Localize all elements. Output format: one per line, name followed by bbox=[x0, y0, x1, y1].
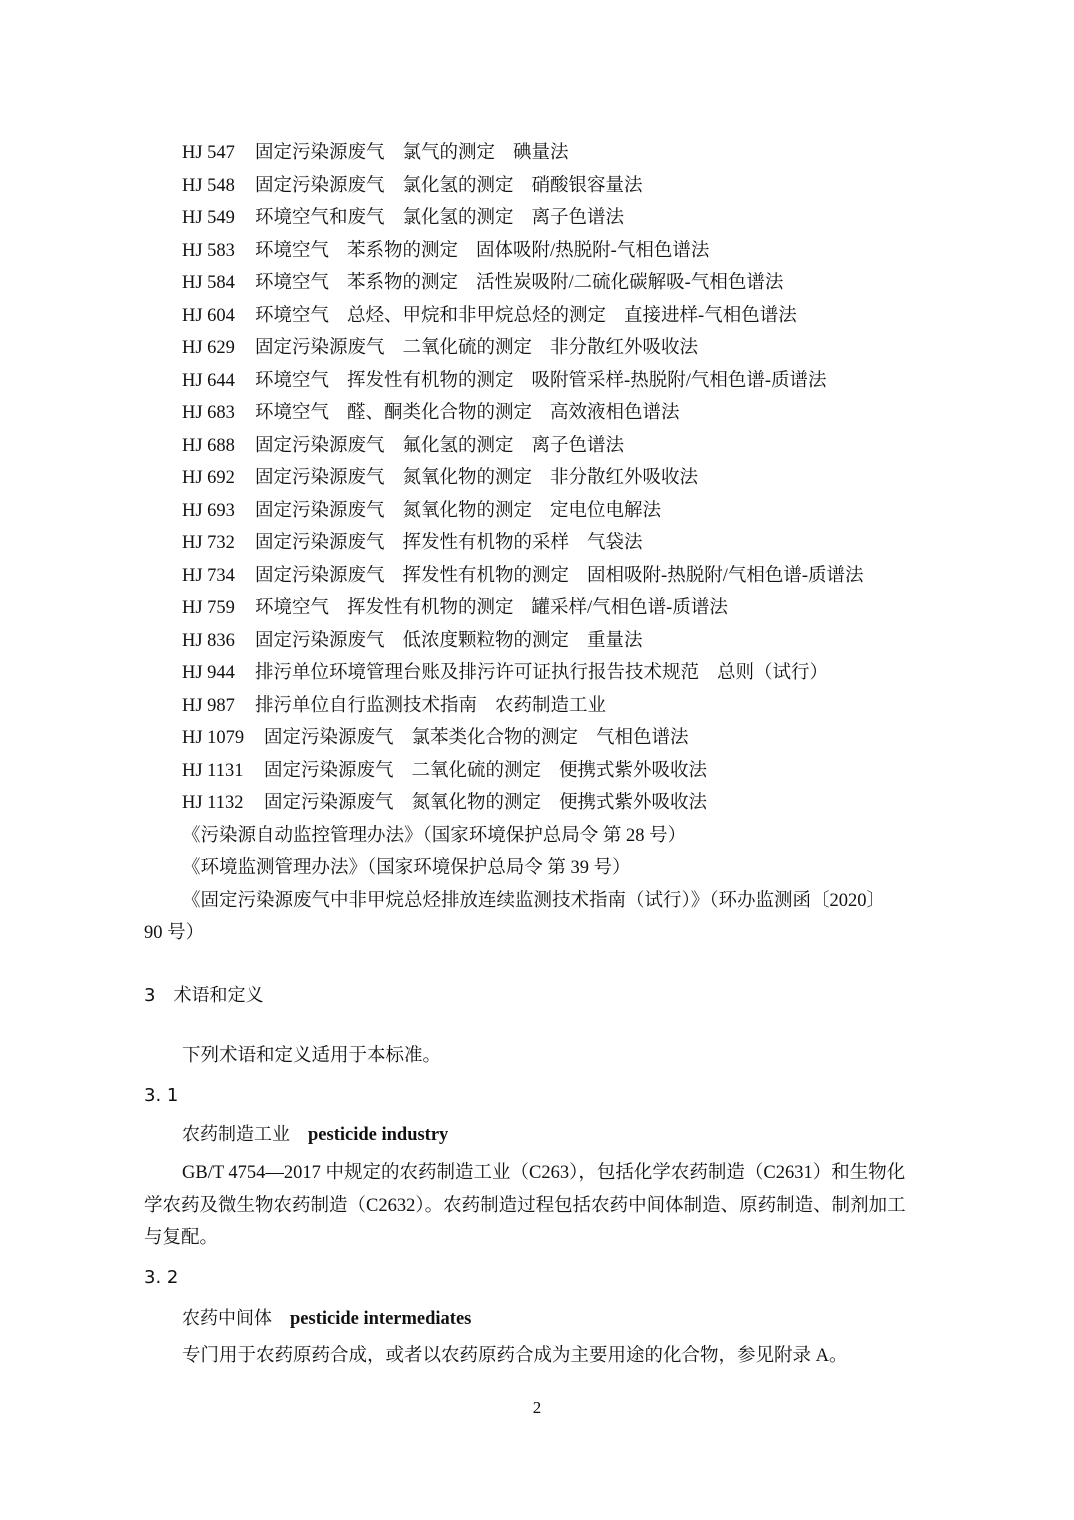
section-intro: 下列术语和定义适用于本标准。 bbox=[182, 1046, 442, 1066]
reference-code: HJ 548 bbox=[182, 175, 235, 196]
reference-title bbox=[255, 397, 680, 430]
reference-code: HJ 683 bbox=[182, 403, 235, 423]
reference-title-part: 环境空气 bbox=[255, 598, 330, 618]
term-definition-line2: 学农药及微生物农药制造（C2632）。农药制造过程包括农药中间体制造、原药制造、制剂加工 bbox=[144, 1196, 906, 1216]
reference-title-part: 苯系物的测定 bbox=[347, 273, 459, 293]
reference-title-part: 固定污染源废气 bbox=[255, 435, 385, 456]
reference-title-part: 非分散红外吸收法 bbox=[550, 338, 699, 358]
term-definition-line3: 与复配。 bbox=[144, 1228, 219, 1248]
reference-code: HJ 584 bbox=[182, 273, 235, 293]
term-en: pesticide industry bbox=[308, 1125, 449, 1145]
reference-code: HJ 629 bbox=[182, 338, 235, 358]
reference-code: HJ 644 bbox=[182, 370, 235, 391]
reference-title-part: 总烃、甲烷和非甲烷总烃的测定 bbox=[347, 305, 607, 326]
reference-list bbox=[0, 137, 1074, 820]
reference-title bbox=[255, 657, 828, 690]
reference-code: HJ 1131 bbox=[182, 760, 244, 781]
regulation-item: 《污染源自动监控管理办法》（国家环境保护总局令 第 28 号） bbox=[182, 826, 687, 846]
reference-code: HJ 604 bbox=[182, 305, 235, 326]
reference-code: HJ 547 bbox=[182, 143, 235, 163]
reference-title bbox=[255, 625, 643, 658]
reference-title-part: 农药制造工业 bbox=[495, 695, 607, 716]
reference-title-part: 固定污染源废气 bbox=[264, 728, 394, 748]
reference-code: HJ 692 bbox=[182, 468, 235, 488]
reference-title bbox=[264, 787, 707, 820]
reference-title-part: 固定污染源废气 bbox=[255, 338, 385, 358]
page-number: 2 bbox=[532, 1398, 542, 1417]
reference-title-part: 固定污染源废气 bbox=[264, 760, 394, 781]
reference-item bbox=[0, 722, 1074, 755]
reference-title-part: 碘量法 bbox=[513, 143, 569, 163]
reference-title-part: 固相吸附-热脱附/气相色谱-质谱法 bbox=[587, 565, 864, 586]
reference-title-part: 活性炭吸附/二硫化碳解吸-气相色谱法 bbox=[476, 273, 784, 293]
reference-title bbox=[264, 722, 689, 755]
term-en: pesticide intermediates bbox=[290, 1309, 472, 1329]
reference-title-part: 高效液相色谱法 bbox=[550, 403, 680, 423]
reference-item bbox=[0, 462, 1074, 495]
reference-title-part: 二氧化硫的测定 bbox=[411, 760, 542, 781]
reference-title-part: 挥发性有机物的测定 bbox=[347, 370, 514, 391]
reference-code: HJ 732 bbox=[182, 533, 235, 553]
reference-title-part: 固定污染源废气 bbox=[255, 143, 385, 163]
reference-item bbox=[0, 592, 1074, 625]
reference-title-part: 苯系物的测定 bbox=[347, 240, 459, 261]
reference-item bbox=[0, 560, 1074, 593]
reference-item bbox=[0, 495, 1074, 528]
reference-title-part: 挥发性有机物的测定 bbox=[347, 598, 514, 618]
reference-title-part: 非分散红外吸收法 bbox=[550, 468, 699, 488]
reference-title-part: 排污单位环境管理台账及排污许可证执行报告技术规范 bbox=[255, 663, 700, 683]
reference-title-part: 氮氧化物的测定 bbox=[402, 500, 533, 521]
reference-item bbox=[0, 690, 1074, 723]
reference-title-part: 挥发性有机物的采样 bbox=[402, 533, 570, 553]
reference-item bbox=[0, 365, 1074, 398]
reference-item bbox=[0, 397, 1074, 430]
reference-title-part: 固体吸附/热脱附-气相色谱法 bbox=[476, 240, 710, 261]
reference-title-part: 总则（试行） bbox=[717, 663, 829, 683]
reference-title-part: 环境空气 bbox=[255, 305, 330, 326]
reference-title-part: 环境空气 bbox=[255, 240, 330, 261]
reference-item bbox=[0, 657, 1074, 690]
reference-title bbox=[255, 690, 606, 723]
reference-title-part: 离子色谱法 bbox=[531, 435, 625, 456]
reference-code: HJ 1132 bbox=[182, 793, 244, 813]
reference-title-part: 便携式紫外吸收法 bbox=[559, 760, 708, 781]
reference-title-part: 吸附管采样-热脱附/气相色谱-质谱法 bbox=[531, 370, 827, 391]
reference-item bbox=[0, 625, 1074, 658]
reference-code: HJ 987 bbox=[182, 695, 235, 716]
reference-title-part: 低浓度颗粒物的测定 bbox=[402, 630, 570, 651]
reference-title-part: 二氧化硫的测定 bbox=[402, 338, 533, 358]
reference-title bbox=[255, 430, 624, 463]
reference-title-part: 固定污染源废气 bbox=[255, 500, 385, 521]
reference-title-part: 环境空气和废气 bbox=[255, 208, 385, 228]
reference-title bbox=[255, 495, 661, 528]
reference-title-part: 氯苯类化合物的测定 bbox=[411, 728, 579, 748]
reference-title-part: 氯化氢的测定 bbox=[402, 175, 514, 196]
reference-title-part: 环境空气 bbox=[255, 370, 330, 391]
regulation-item-line2: 90 号） bbox=[144, 923, 205, 943]
reference-title bbox=[255, 170, 643, 203]
reference-title-part: 离子色谱法 bbox=[531, 208, 625, 228]
reference-title-part: 固定污染源废气 bbox=[255, 175, 385, 196]
reference-title-part: 罐采样/气相色谱-质谱法 bbox=[531, 598, 728, 618]
reference-title-part: 气相色谱法 bbox=[596, 728, 689, 748]
term-definition-line1: GB/T 4754—2017 中规定的农药制造工业（C263），包括化学农药制造（C2631）和生物化 bbox=[182, 1163, 906, 1183]
reference-code: HJ 583 bbox=[182, 240, 235, 261]
reference-code: HJ 734 bbox=[182, 565, 235, 586]
reference-title bbox=[255, 592, 728, 625]
reference-title-part: 直接进样-气相色谱法 bbox=[624, 305, 797, 326]
reference-title bbox=[255, 462, 698, 495]
reference-title-part: 气袋法 bbox=[587, 533, 643, 553]
reference-item bbox=[0, 430, 1074, 463]
reference-title-part: 硝酸银容量法 bbox=[531, 175, 643, 196]
reference-title-part: 氯化氢的测定 bbox=[402, 208, 514, 228]
reference-item bbox=[0, 755, 1074, 788]
reference-title bbox=[255, 137, 569, 170]
reference-code: HJ 944 bbox=[182, 663, 235, 683]
reference-title-part: 氯气的测定 bbox=[402, 143, 496, 163]
reference-title-part: 便携式紫外吸收法 bbox=[559, 793, 708, 813]
reference-title-part: 醛、酮类化合物的测定 bbox=[347, 403, 533, 423]
section-heading: 3 术语和定义 bbox=[144, 985, 264, 1006]
reference-item bbox=[0, 300, 1074, 333]
reference-code: HJ 836 bbox=[182, 630, 235, 651]
term-number: 3. 2 bbox=[144, 1267, 179, 1288]
reference-code: HJ 693 bbox=[182, 500, 235, 521]
reference-title-part: 固定污染源废气 bbox=[255, 533, 385, 553]
reference-title bbox=[255, 202, 624, 235]
reference-title bbox=[255, 235, 709, 268]
reference-title bbox=[255, 300, 797, 333]
reference-title-part: 环境空气 bbox=[255, 273, 330, 293]
reference-title-part: 氟化氢的测定 bbox=[402, 435, 514, 456]
reference-item bbox=[0, 527, 1074, 560]
reference-item bbox=[0, 235, 1074, 268]
reference-item bbox=[0, 267, 1074, 300]
reference-title bbox=[264, 755, 707, 788]
reference-item bbox=[0, 202, 1074, 235]
reference-title-part: 挥发性有机物的测定 bbox=[402, 565, 570, 586]
reference-title-part: 重量法 bbox=[587, 630, 643, 651]
reference-code: HJ 759 bbox=[182, 598, 235, 618]
reference-title-part: 氮氧化物的测定 bbox=[411, 793, 542, 813]
term-title bbox=[182, 1302, 471, 1335]
reference-code: HJ 688 bbox=[182, 435, 235, 456]
reference-title bbox=[255, 527, 643, 560]
regulation-item: 《环境监测管理办法》（国家环境保护总局令 第 39 号） bbox=[182, 858, 631, 878]
reference-item bbox=[0, 332, 1074, 365]
reference-item bbox=[0, 137, 1074, 170]
reference-title-part: 环境空气 bbox=[255, 403, 330, 423]
reference-title bbox=[255, 560, 864, 593]
term-definition-line1: 专门用于农药原药合成，或者以农药原药合成为主要用途的化合物，参见附录 A。 bbox=[182, 1346, 848, 1366]
reference-title-part: 定电位电解法 bbox=[550, 500, 662, 521]
reference-title bbox=[255, 332, 698, 365]
reference-title-part: 排污单位自行监测技术指南 bbox=[255, 695, 478, 716]
regulation-item-line1: 《固定污染源废气中非甲烷总烃排放连续监测技术指南（试行）》（环办监测函〔2020〕 bbox=[182, 891, 886, 911]
reference-title-part: 固定污染源废气 bbox=[264, 793, 394, 813]
term-zh: 农药制造工业 bbox=[182, 1124, 290, 1145]
reference-title-part: 固定污染源废气 bbox=[255, 630, 385, 651]
reference-item bbox=[0, 170, 1074, 203]
reference-code: HJ 1079 bbox=[182, 728, 245, 748]
reference-title bbox=[255, 267, 783, 300]
term-title bbox=[182, 1118, 448, 1151]
reference-code: HJ 549 bbox=[182, 208, 235, 228]
term-number: 3. 1 bbox=[144, 1085, 179, 1106]
reference-title-part: 氮氧化物的测定 bbox=[402, 468, 533, 488]
term-zh: 农药中间体 bbox=[182, 1308, 272, 1329]
reference-title-part: 固定污染源废气 bbox=[255, 468, 385, 488]
reference-item bbox=[0, 787, 1074, 820]
reference-title-part: 固定污染源废气 bbox=[255, 565, 385, 586]
reference-title bbox=[255, 365, 827, 398]
